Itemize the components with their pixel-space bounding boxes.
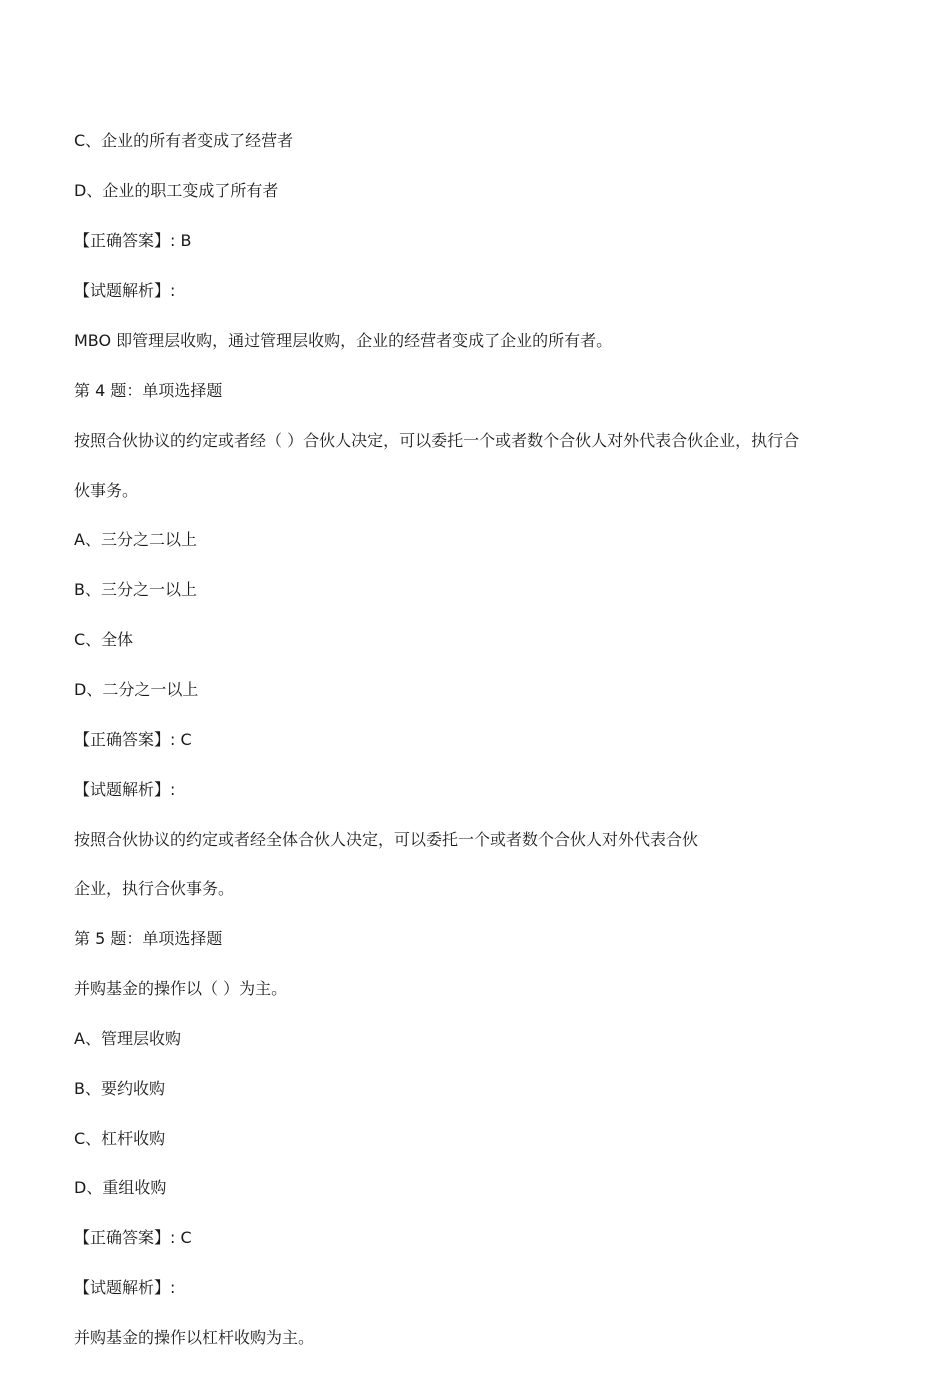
q5-explanation-text: 并购基金的操作以杠杆收购为主。 — [74, 1328, 315, 1347]
q5-option-d: D、重组收购 — [74, 1178, 167, 1197]
q3-option-c: C、企业的所有者变成了经营者 — [74, 131, 294, 150]
q4-stem-line-1: 按照合伙协议的约定或者经（ ）合伙人决定，可以委托一个或者数个合伙人对外代表合伙企业，执行合 — [74, 431, 800, 450]
q4-option-a: A、三分之二以上 — [74, 530, 197, 549]
q5-explanation-label: 【试题解析】: — [74, 1278, 176, 1297]
q4-explanation-line-1: 按照合伙协议的约定或者经全体合伙人决定，可以委托一个或者数个合伙人对外代表合伙 — [74, 830, 699, 849]
q5-option-c: C、杠杆收购 — [74, 1129, 166, 1148]
q3-option-d: D、企业的职工变成了所有者 — [74, 181, 279, 200]
q4-option-b: B、三分之一以上 — [74, 580, 197, 599]
q5-option-b: B、要约收购 — [74, 1079, 165, 1098]
q4-correct-answer: 【正确答案】: C — [74, 730, 192, 749]
q4-option-d: D、二分之一以上 — [74, 680, 199, 699]
q5-correct-answer: 【正确答案】: C — [74, 1228, 192, 1247]
q5-heading: 第 5 题：单项选择题 — [74, 929, 223, 948]
q5-stem: 并购基金的操作以（ ）为主。 — [74, 979, 288, 998]
q3-explanation-text: MBO 即管理层收购，通过管理层收购，企业的经营者变成了企业的所有者。 — [74, 331, 613, 350]
q4-explanation-label: 【试题解析】: — [74, 780, 176, 799]
q3-explanation-label: 【试题解析】: — [74, 281, 176, 300]
q4-explanation-line-2: 企业，执行合伙事务。 — [74, 879, 235, 898]
q4-heading: 第 4 题：单项选择题 — [74, 381, 223, 400]
q4-option-c: C、全体 — [74, 630, 134, 649]
q4-stem-line-2: 伙事务。 — [74, 481, 139, 500]
q3-correct-answer: 【正确答案】: B — [74, 231, 192, 250]
q5-option-a: A、管理层收购 — [74, 1029, 181, 1048]
